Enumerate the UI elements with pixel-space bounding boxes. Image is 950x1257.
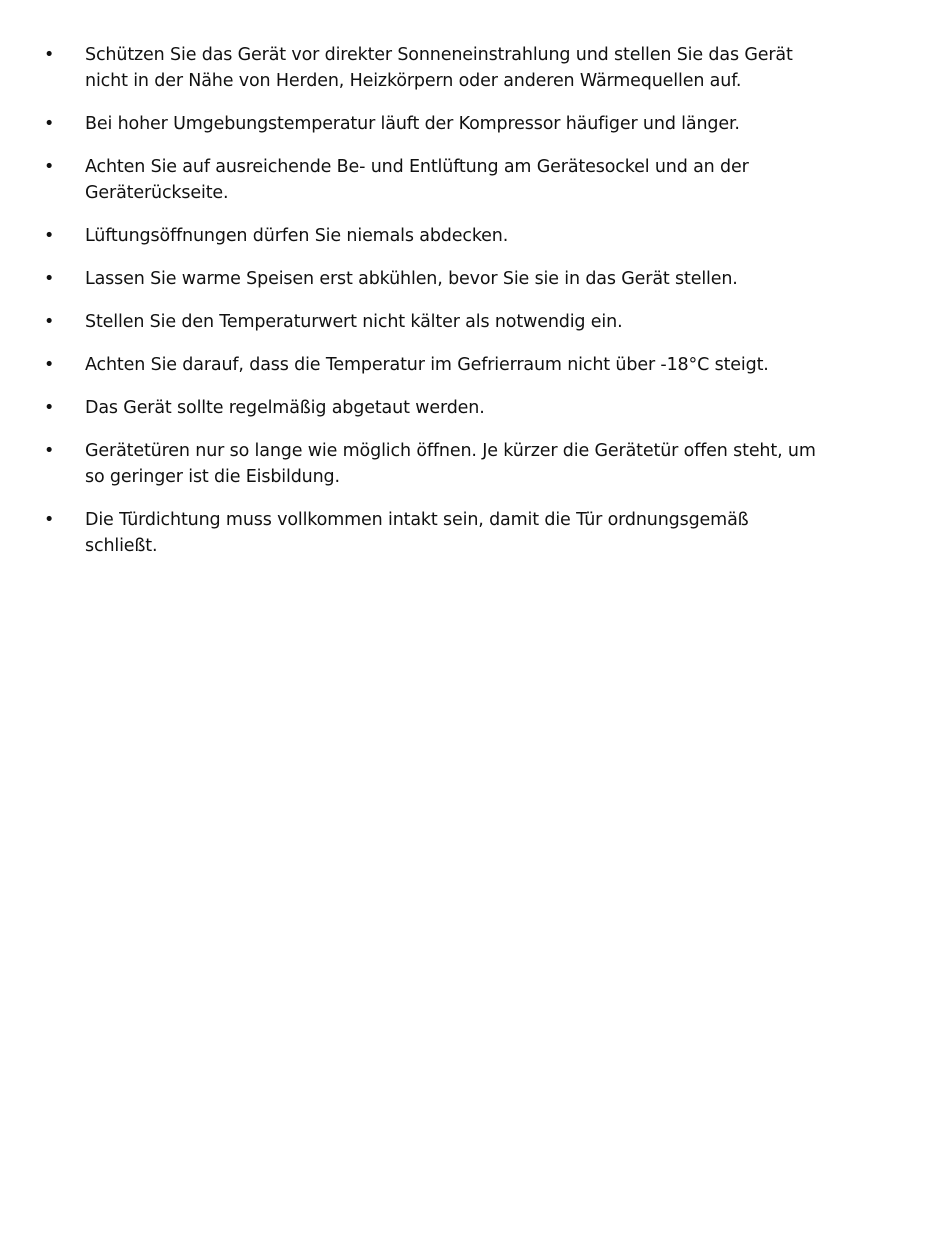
bullet-marker: • [44, 398, 55, 418]
list-item [40, 42, 830, 94]
list-item [40, 352, 830, 378]
list-item [40, 507, 830, 559]
list-item [40, 438, 830, 490]
bullet-marker: • [44, 312, 55, 332]
bullet-marker: • [44, 226, 55, 246]
list-item-text: Lüftungsöffnungen dürfen Sie niemals abdecken. [85, 226, 509, 246]
list-item-text: Lassen Sie warme Speisen erst abkühlen, bevor Sie sie in das Gerät stellen. [85, 269, 738, 289]
list-item [40, 154, 830, 206]
list-item-text: Bei hoher Umgebungstemperatur läuft der Kompressor häufiger und länger. [85, 114, 740, 134]
list-item-text: Stellen Sie den Temperaturwert nicht kälter als notwendig ein. [85, 312, 623, 332]
list-item-text: Achten Sie auf ausreichende Be- und Entlüftung am Gerätesockel und an der Geräterückseite. [85, 157, 749, 203]
bullet-marker: • [44, 355, 55, 375]
list-item [40, 395, 830, 421]
list-item [40, 111, 830, 137]
list-item [40, 266, 830, 292]
bullet-marker: • [44, 510, 55, 530]
bullet-marker: • [44, 157, 55, 177]
list-item-text: Achten Sie darauf, dass die Temperatur im Gefrierraum nicht über -18°C steigt. [85, 355, 769, 375]
list-item-text: Das Gerät sollte regelmäßig abgetaut werden. [85, 398, 485, 418]
list-item-text: Gerätetüren nur so lange wie möglich öffnen. Je kürzer die Gerätetür offen steht, um so geringer ist die Eisbildung. [85, 441, 816, 487]
list-item [40, 223, 830, 249]
list-item-text: Schützen Sie das Gerät vor direkter Sonneneinstrahlung und stellen Sie das Gerät nicht in der Nähe von Herden, Heizkörpern oder anderen Wärmequellen auf. [85, 45, 793, 91]
bullet-marker: • [44, 114, 55, 134]
bullet-marker: • [44, 441, 55, 461]
bullet-marker: • [44, 45, 55, 65]
list-item [40, 309, 830, 335]
energy-saving-tips-list [40, 42, 830, 559]
bullet-marker: • [44, 269, 55, 289]
list-item-text: Die Türdichtung muss vollkommen intakt sein, damit die Tür ordnungsgemäß schließt. [85, 510, 749, 556]
